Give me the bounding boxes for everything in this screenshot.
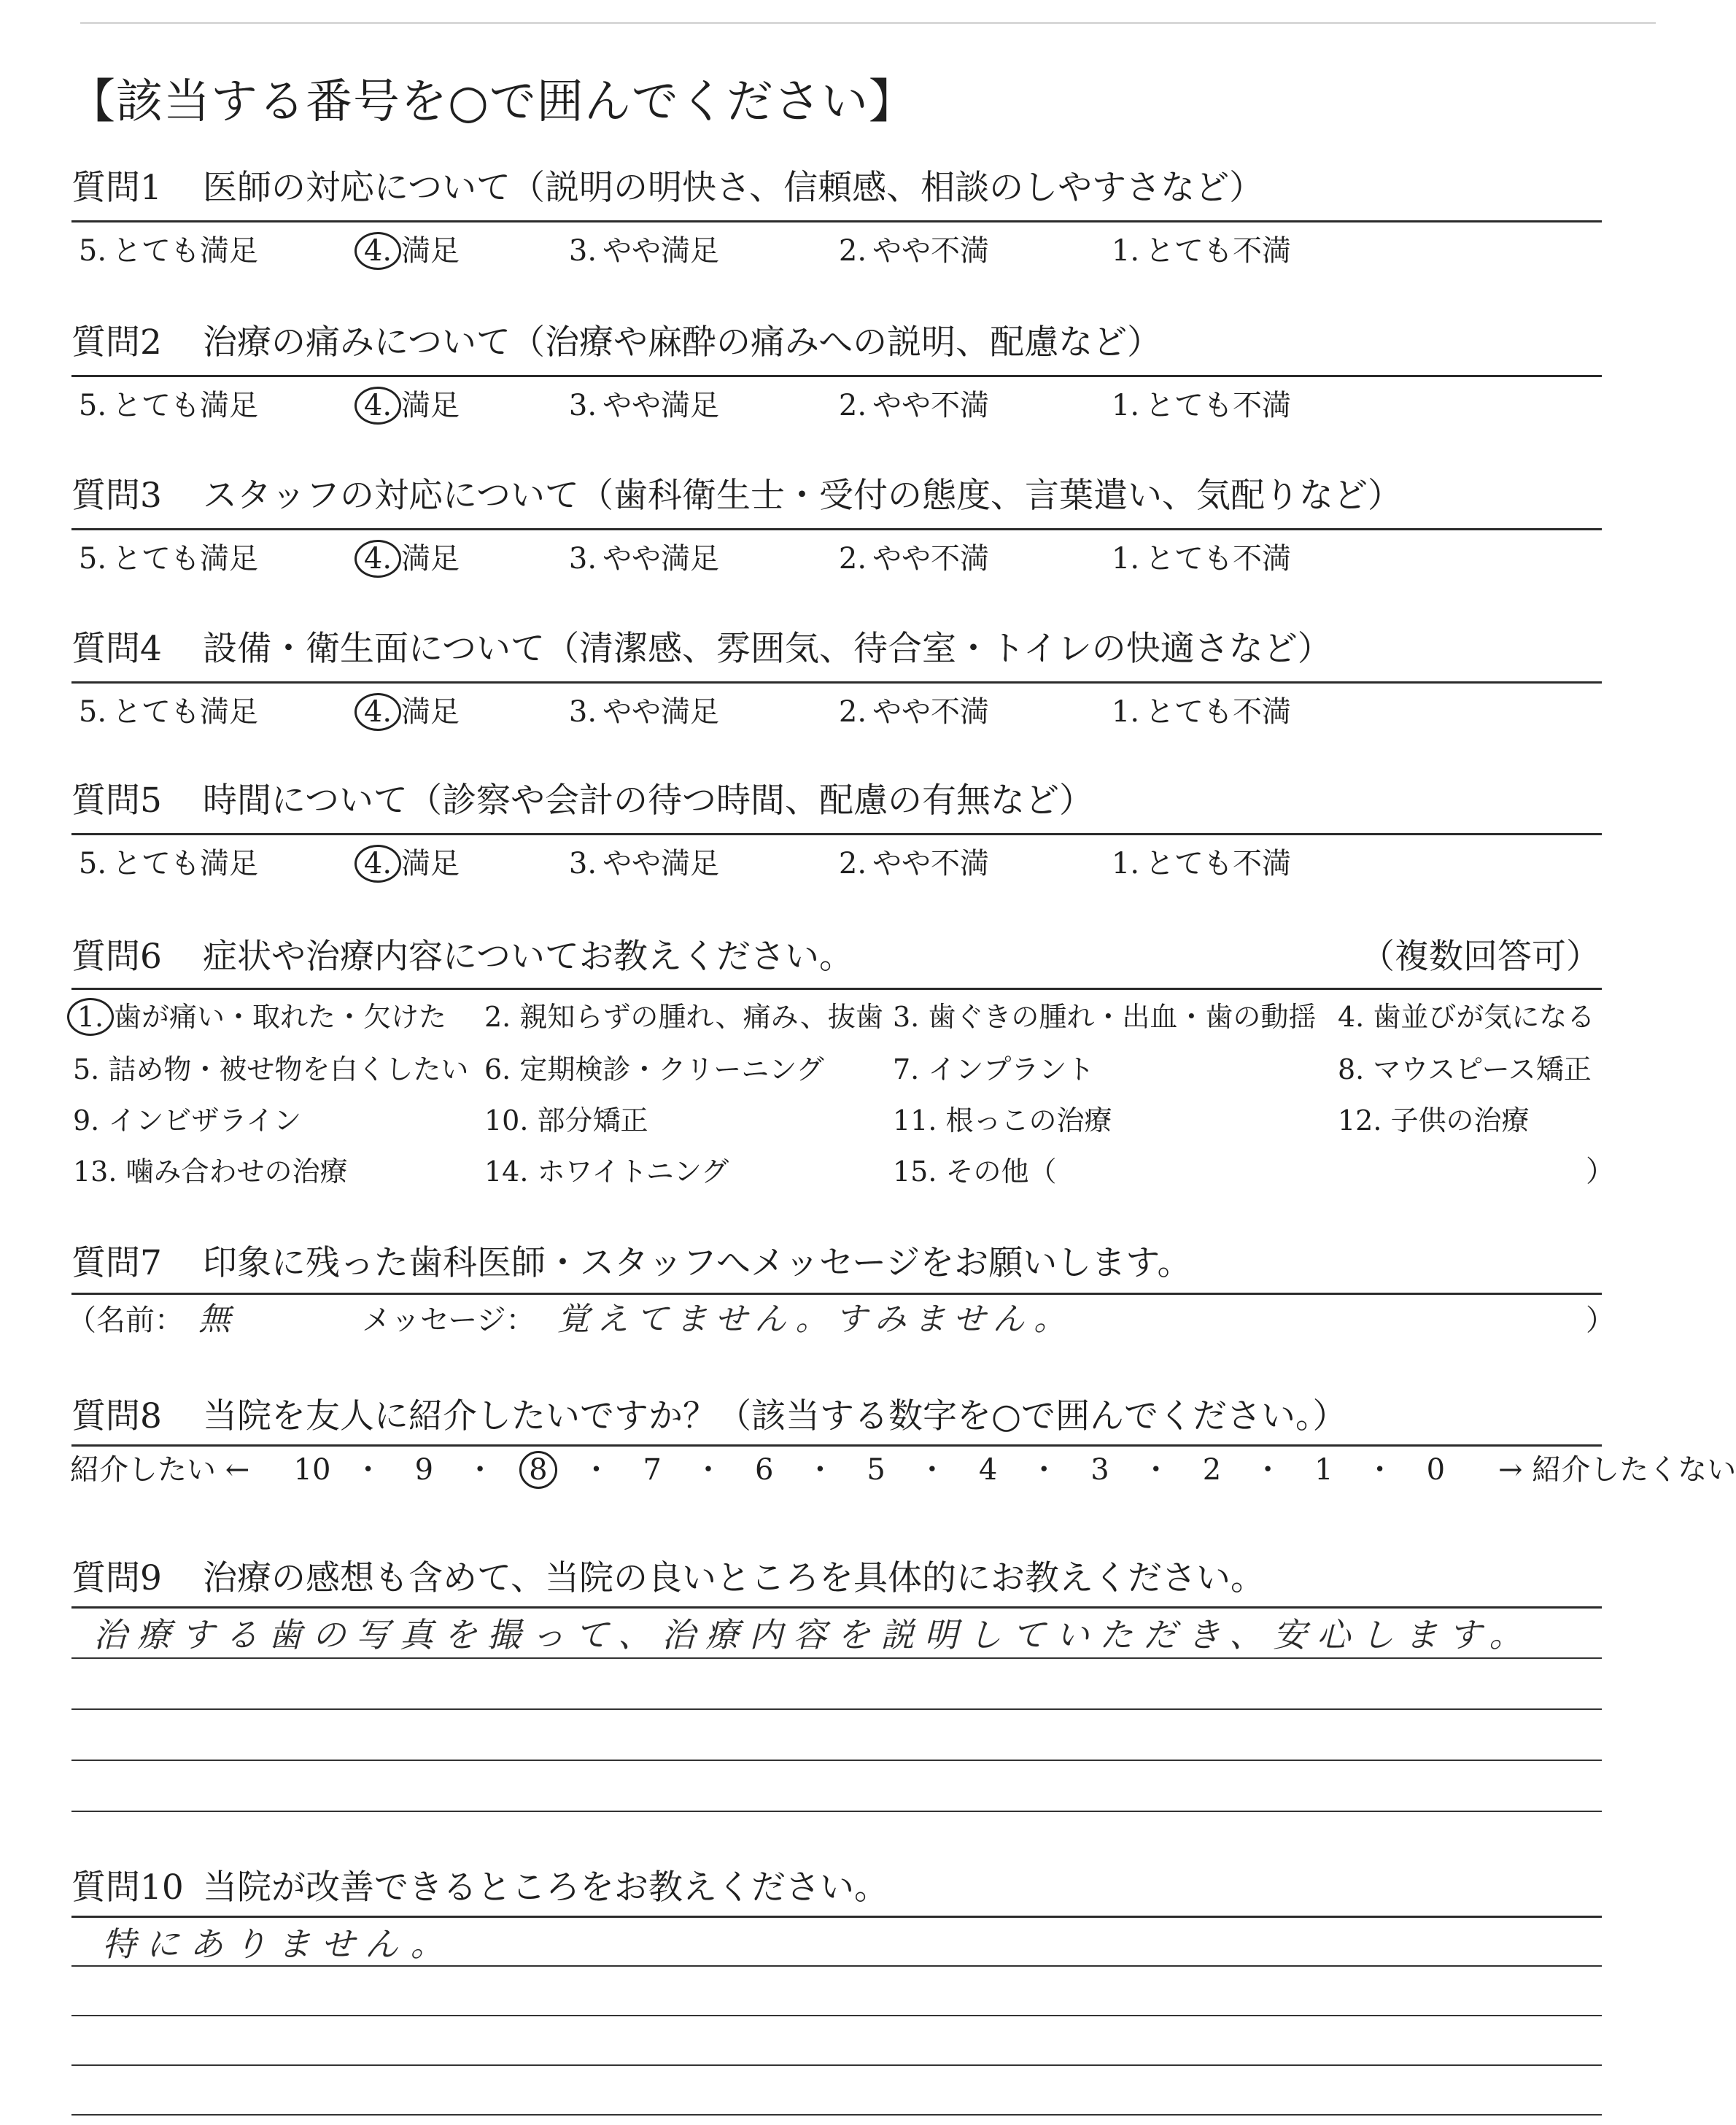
question-9-text: 治療の感想も含めて、当院の良いところを具体的にお教えください。 xyxy=(203,1558,1266,1598)
q3-option-2[interactable]: 2. やや不満 xyxy=(838,542,989,576)
q5-option-1[interactable]: 1. とても不満 xyxy=(1111,847,1291,880)
scale-separator: ・ xyxy=(1365,1453,1395,1487)
selection-circle: 4. xyxy=(354,693,401,731)
question-4 xyxy=(71,627,1332,671)
q5-option-3[interactable]: 3. やや満足 xyxy=(568,847,719,880)
question-6 xyxy=(71,935,853,979)
q4-option-1[interactable]: 1. とても不満 xyxy=(1111,695,1291,729)
question-9 xyxy=(71,1557,1265,1600)
q10-answer-line xyxy=(71,2015,1602,2016)
question-6-label: 質問6 xyxy=(71,937,162,977)
q10-answer[interactable]: 特にありません。 xyxy=(102,1924,454,1964)
q9-answer-line xyxy=(71,1811,1602,1812)
message-answer[interactable]: 覚えてません。すみません。 xyxy=(557,1301,1074,1338)
question-3-label: 質問3 xyxy=(71,476,162,516)
q2-option-5[interactable]: 5. とても満足 xyxy=(78,389,258,422)
q1-option-1[interactable]: 1. とても不満 xyxy=(1111,234,1291,268)
scale-8-selected[interactable]: 8 xyxy=(519,1451,557,1489)
q6-option-7[interactable]: 7. インプラント xyxy=(893,1053,1095,1085)
question-8-label: 質問8 xyxy=(71,1396,162,1436)
question-4-text: 設備・衛生面について（清潔感、雰囲気、待合室・トイレの快適さなど） xyxy=(203,629,1332,669)
question-2-label: 質問2 xyxy=(71,322,162,363)
q2-option-4[interactable]: 4. 満足 xyxy=(359,387,460,425)
question-7-rule xyxy=(71,1293,1602,1295)
q6-option-14[interactable]: 14. ホワイトニング xyxy=(484,1156,729,1188)
scale-left-label: 紹介したい ← xyxy=(70,1453,250,1487)
question-5-text: 時間について（診察や会計の待つ時間、配慮の有無など） xyxy=(203,781,1094,821)
q1-option-5[interactable]: 5. とても満足 xyxy=(78,234,258,268)
q6-option-1[interactable]: 1. 歯が痛い・取れた・欠けた xyxy=(71,998,446,1036)
recommend-scale xyxy=(70,1449,1736,1490)
scale-separator: ・ xyxy=(353,1453,383,1487)
selection-circle: 4. xyxy=(354,232,401,270)
q2-option-2[interactable]: 2. やや不満 xyxy=(838,389,989,422)
q3-option-1[interactable]: 1. とても不満 xyxy=(1111,542,1291,576)
question-6-text: 症状や治療内容についてお教えください。 xyxy=(203,937,854,977)
scale-right-label: → 紹介したくない xyxy=(1498,1453,1736,1487)
q6-option-4[interactable]: 4. 歯並びが気になる xyxy=(1338,1001,1595,1033)
question-6-rule xyxy=(71,988,1602,990)
top-border xyxy=(80,22,1656,24)
q6-option-12[interactable]: 12. 子供の治療 xyxy=(1338,1104,1530,1137)
q5-option-2[interactable]: 2. やや不満 xyxy=(838,847,989,880)
scale-separator: ・ xyxy=(1141,1453,1171,1487)
scale-separator: ・ xyxy=(805,1453,835,1487)
scale-separator: ・ xyxy=(917,1453,947,1487)
q10-answer-line xyxy=(71,2064,1602,2066)
q6-option-3[interactable]: 3. 歯ぐきの腫れ・出血・歯の動揺 xyxy=(893,1001,1317,1033)
q6-option-6[interactable]: 6. 定期検診・クリーニング xyxy=(484,1053,824,1085)
question-1-rule xyxy=(71,220,1602,222)
question-4-label: 質問4 xyxy=(71,629,162,669)
q3-option-5[interactable]: 5. とても満足 xyxy=(78,542,258,576)
question-5-rule xyxy=(71,833,1602,835)
name-answer[interactable]: 無 xyxy=(198,1301,238,1338)
scale-2[interactable]: 2 xyxy=(1202,1453,1222,1487)
q9-answer[interactable]: 治療する歯の写真を撮って、治療内容を説明していただき、安心します。 xyxy=(93,1615,1533,1654)
q5-option-4[interactable]: 4. 満足 xyxy=(359,845,460,883)
q6-option-15[interactable]: 15. その他（ xyxy=(893,1156,1057,1188)
question-8 xyxy=(71,1395,1347,1439)
scale-separator: ・ xyxy=(1253,1453,1283,1487)
q6-option-13[interactable]: 13. 噛み合わせの治療 xyxy=(73,1156,348,1188)
q6-other-close-paren: ） xyxy=(1586,1155,1615,1188)
q1-option-3[interactable]: 3. やや満足 xyxy=(568,234,719,268)
question-9-label: 質問9 xyxy=(71,1558,162,1598)
scale-separator: ・ xyxy=(581,1453,611,1487)
question-8-text: 当院を友人に紹介したいですか？（該当する数字を○で囲んでください。） xyxy=(203,1396,1347,1436)
question-7-label: 質問7 xyxy=(71,1243,162,1283)
scale-separator: ・ xyxy=(1029,1453,1059,1487)
question-3-rule xyxy=(71,528,1602,530)
q6-option-2[interactable]: 2. 親知らずの腫れ、痛み、抜歯 xyxy=(484,1001,883,1033)
selection-circle: 4. xyxy=(354,845,401,883)
q2-option-3[interactable]: 3. やや満足 xyxy=(568,389,719,422)
scale-7[interactable]: 7 xyxy=(643,1453,662,1487)
question-5-label: 質問5 xyxy=(71,781,162,821)
multiple-answers-note: （複数回答可） xyxy=(1360,937,1600,977)
selection-circle: 4. xyxy=(354,387,401,425)
question-4-rule xyxy=(71,681,1602,684)
q7-close-paren: ） xyxy=(1586,1304,1615,1337)
scale-10[interactable]: 10 xyxy=(293,1453,331,1487)
question-3-text: スタッフの対応について（歯科衛生士・受付の態度、言葉遣い、気配りなど） xyxy=(203,476,1403,516)
question-7-text: 印象に残った歯科医師・スタッフへメッセージをお願いします。 xyxy=(203,1243,1192,1283)
q6-option-5[interactable]: 5. 詰め物・被せ物を白くしたい xyxy=(73,1053,469,1085)
q6-option-11[interactable]: 11. 根っこの治療 xyxy=(893,1104,1112,1137)
q6-option-9[interactable]: 9. インビザライン xyxy=(73,1104,302,1137)
q10-answer-line xyxy=(71,2114,1602,2116)
scale-1[interactable]: 1 xyxy=(1314,1453,1333,1487)
scale-separator: ・ xyxy=(693,1453,723,1487)
page-title: 【該当する番号を○で囲んでください】 xyxy=(69,75,916,129)
q4-option-4[interactable]: 4. 満足 xyxy=(359,693,460,731)
q2-option-1[interactable]: 1. とても不満 xyxy=(1111,389,1291,422)
scale-3[interactable]: 3 xyxy=(1090,1453,1109,1487)
question-1 xyxy=(71,166,1263,210)
scale-6[interactable]: 6 xyxy=(754,1453,774,1487)
question-10-text: 当院が改善できるところをお教えください。 xyxy=(203,1867,888,1908)
question-5 xyxy=(71,779,1093,823)
q3-option-3[interactable]: 3. やや満足 xyxy=(568,542,719,576)
question-2-rule xyxy=(71,375,1602,377)
selection-circle: 4. xyxy=(354,540,401,578)
q4-option-2[interactable]: 2. やや不満 xyxy=(838,695,989,729)
name-label: （名前： xyxy=(67,1304,184,1337)
q4-option-3[interactable]: 3. やや満足 xyxy=(568,695,719,729)
q3-option-4[interactable]: 4. 満足 xyxy=(359,540,460,578)
scale-separator: ・ xyxy=(465,1453,495,1487)
question-2-text: 治療の痛みについて（治療や麻酔の痛みへの説明、配慮など） xyxy=(203,322,1162,363)
question-8-rule xyxy=(71,1444,1602,1447)
question-10 xyxy=(71,1866,888,1910)
q10-answer-line xyxy=(71,1965,1602,1967)
q9-answer-line xyxy=(71,1657,1602,1659)
q1-option-2[interactable]: 2. やや不満 xyxy=(838,234,989,268)
q9-answer-line xyxy=(71,1760,1602,1761)
question-7 xyxy=(71,1242,1191,1285)
question-9-rule xyxy=(71,1606,1602,1609)
scale-4[interactable]: 4 xyxy=(978,1453,998,1487)
q4-option-5[interactable]: 5. とても満足 xyxy=(78,695,258,729)
scale-0[interactable]: 0 xyxy=(1426,1453,1446,1487)
selection-circle: 1. xyxy=(67,998,114,1036)
question-1-text: 医師の対応について（説明の明快さ、信頼感、相談のしやすさなど） xyxy=(203,168,1264,208)
q5-option-5[interactable]: 5. とても満足 xyxy=(78,847,258,880)
message-label: メッセージ： xyxy=(362,1304,535,1337)
scale-9[interactable]: 9 xyxy=(414,1453,434,1487)
q6-option-8[interactable]: 8. マウスピース矯正 xyxy=(1338,1053,1592,1085)
q6-option-10[interactable]: 10. 部分矯正 xyxy=(484,1104,648,1137)
question-10-rule xyxy=(71,1916,1602,1918)
question-1-label: 質問1 xyxy=(71,168,162,208)
question-2 xyxy=(71,321,1161,365)
q9-answer-line xyxy=(71,1708,1602,1710)
question-10-label: 質問10 xyxy=(71,1867,184,1908)
question-3 xyxy=(71,474,1402,518)
q1-option-4[interactable]: 4. 満足 xyxy=(359,232,460,270)
scale-5[interactable]: 5 xyxy=(867,1453,886,1487)
